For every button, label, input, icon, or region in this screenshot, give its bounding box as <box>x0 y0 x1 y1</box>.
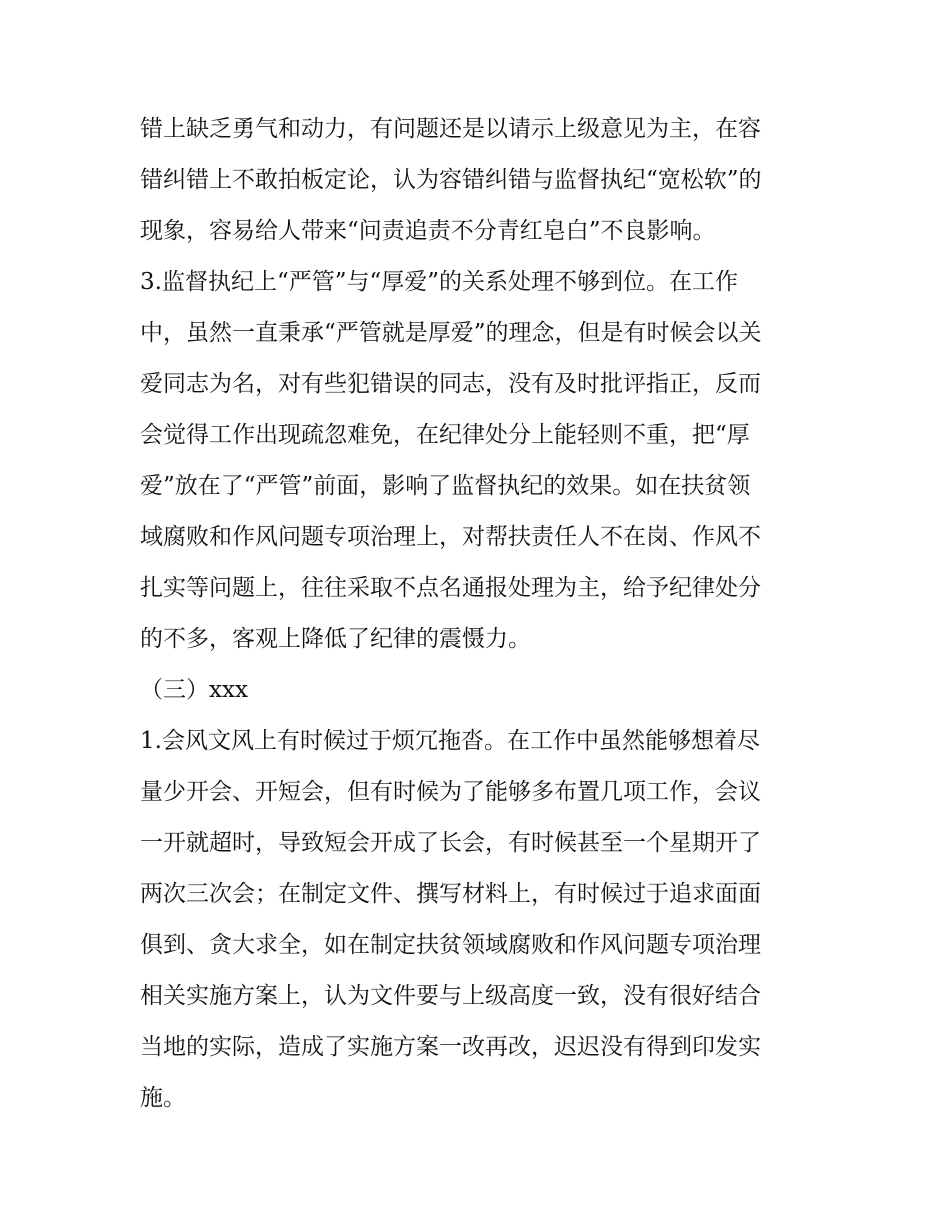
text-line: 域腐败和作风问题专项治理上，对帮扶责任人不在岗、作风不 <box>140 524 761 550</box>
text-line: 错纠错上不敢拍板定论，认为容错纠错与监督执纪“宽松软”的 <box>140 167 762 193</box>
text-line: 现象，容易给人带来“问责追责不分青红皂白”不良影响。 <box>140 218 716 244</box>
text-line: 一开就超时，导致短会开成了长会，有时候甚至一个星期开了 <box>140 830 761 856</box>
text-line: 爱同志为名，对有些犯错误的同志，没有及时批评指正，反而 <box>140 371 761 397</box>
text-line: 当地的实际，造成了实施方案一改再改，迟迟没有得到印发实 <box>140 1034 761 1060</box>
text-line: 相关实施方案上，认为文件要与上级高度一致，没有很好结合 <box>140 983 761 1009</box>
text-line: 会觉得工作出现疏忽难免，在纪律处分上能轻则不重，把“厚 <box>140 422 750 448</box>
body-text <box>140 104 820 1124</box>
text-line: 错上缺乏勇气和动力，有问题还是以请示上级意见为主，在容 <box>140 116 761 142</box>
text-line: 1.会风文风上有时候过于烦冗拖沓。在工作中虽然能够想着尽 <box>140 728 760 754</box>
text-line: 量少开会、开短会，但有时候为了能够多布置几项工作，会议 <box>140 779 761 805</box>
text-line: 爱”放在了“严管”前面，影响了监督执纪的效果。如在扶贫领 <box>140 473 751 499</box>
text-line: 扎实等问题上，往往采取不点名通报处理为主，给予纪律处分 <box>140 575 761 601</box>
text-line: 3.监督执纪上“严管”与“厚爱”的关系处理不够到位。在工作 <box>140 269 738 295</box>
section-heading: （三）xxx <box>140 677 248 703</box>
text-line: 的不多，客观上降低了纪律的震慑力。 <box>140 626 531 652</box>
text-line: 施。 <box>140 1085 186 1111</box>
text-line: 两次三次会；在制定文件、撰写材料上，有时候过于追求面面 <box>140 881 761 907</box>
text-line: 中，虽然一直秉承“严管就是厚爱”的理念，但是有时候会以关 <box>140 320 762 346</box>
text-line: 俱到、贪大求全，如在制定扶贫领域腐败和作风问题专项治理 <box>140 932 761 958</box>
